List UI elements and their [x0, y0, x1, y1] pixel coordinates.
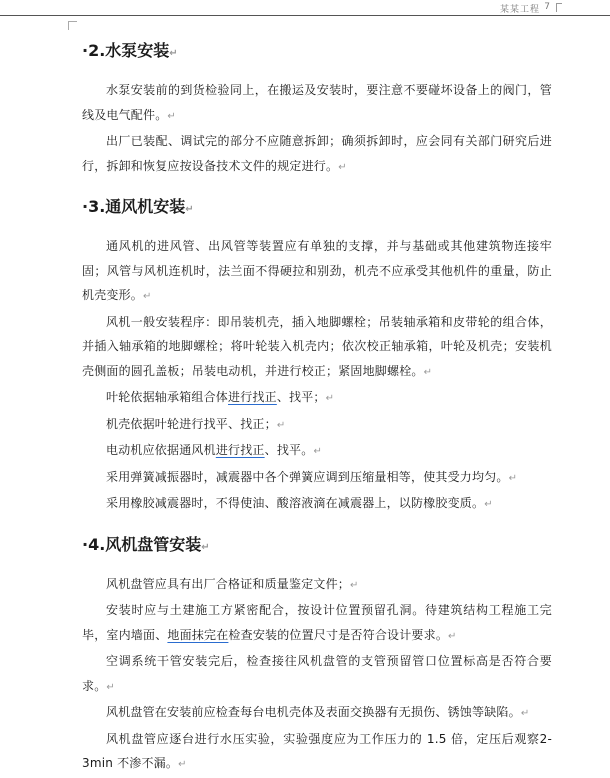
paragraph: 风机盘管应逐台进行水压实验，实验强度应为工作压力的 1.5 倍，定压后观察2-3min 不渗不漏。↵ [82, 731, 552, 770]
paragraph: 电动机应依据通风机进行找正、找平。↵ [106, 443, 323, 457]
margin-crop-mark [68, 21, 77, 30]
header-corner-mark [556, 3, 562, 12]
paragraph: 采用弹簧减振器时，减震器中各个弹簧应调到压缩量相等，使其受力均匀。↵ [106, 469, 518, 484]
section-heading: ·2.水泵安装↵ [82, 41, 178, 60]
paragraph: 风机一般安装程序：即吊装机壳，插入地脚螺栓；吊装轴承箱和皮带轮的组合体，并插入轴承箱的地脚螺栓；将叶轮装入机壳内；依次校正轴承箱，叶轮及机壳；安装机壳侧面的圆孔盖板；吊装电动机，并进行校正；紧固地脚螺栓。↵ [82, 314, 552, 378]
page-number: 7 [544, 2, 550, 12]
header-title: 某某工程 [499, 5, 540, 15]
section-heading: ·4.风机盘管安装↵ [82, 534, 210, 554]
spell-check-underline: 地面抹完在 [167, 627, 229, 642]
page-header [0, 0, 610, 18]
spell-check-underline: 进行找正 [228, 390, 277, 404]
paragraph: 安装时应与土建施工方紧密配合，按设计位置预留孔洞。待建筑结构工程施工完毕，室内墙面、地面抹完在检查安装的位置尺寸是否符合设计要求。↵ [82, 603, 552, 642]
header-rule [0, 15, 610, 16]
spell-check-underline: 进行找正 [215, 443, 265, 457]
paragraph: 采用橡胶减震器时，不得使油、酸溶液滴在减震器上，以防橡胶变质。↵ [106, 496, 493, 510]
paragraph: 风机盘管在安装前应检查每台电机壳体及表面交换器有无损伤、锈蚀等缺陷。↵ [106, 705, 530, 719]
paragraph: 出厂已装配、调试完的部分不应随意拆卸；确须拆卸时，应会同有关部门研究后进行，拆卸和恢复应按设备技术文件的规定进行。↵ [82, 134, 552, 173]
paragraph: 机壳依据叶轮进行找平、找正；↵ [106, 416, 286, 431]
document-body[interactable] [82, 38, 552, 778]
paragraph: 空调系统干管安装完后，检查接往风机盘管的支管预留管口位置标高是否符合要求。↵ [82, 654, 552, 693]
paragraph: 水泵安装前的到货检验同上，在搬运及安装时，要注意不要碰坏设备上的阀门，管线及电气配件。↵ [82, 83, 552, 122]
section-heading: ·3.通风机安装↵ [82, 197, 194, 216]
paragraph: 叶轮依据轴承箱组合体进行找正、找平；↵ [106, 390, 335, 404]
paragraph: 风机盘管应具有出厂合格证和质量鉴定文件；↵ [106, 576, 359, 591]
paragraph: 通风机的进风管、出风管等装置应有单独的支撑，并与基础或其他建筑物连接牢固；风管与风机连机时，法兰面不得硬拉和别劲，机壳不应承受其他机件的重量，防止机壳变形。↵ [82, 239, 552, 302]
